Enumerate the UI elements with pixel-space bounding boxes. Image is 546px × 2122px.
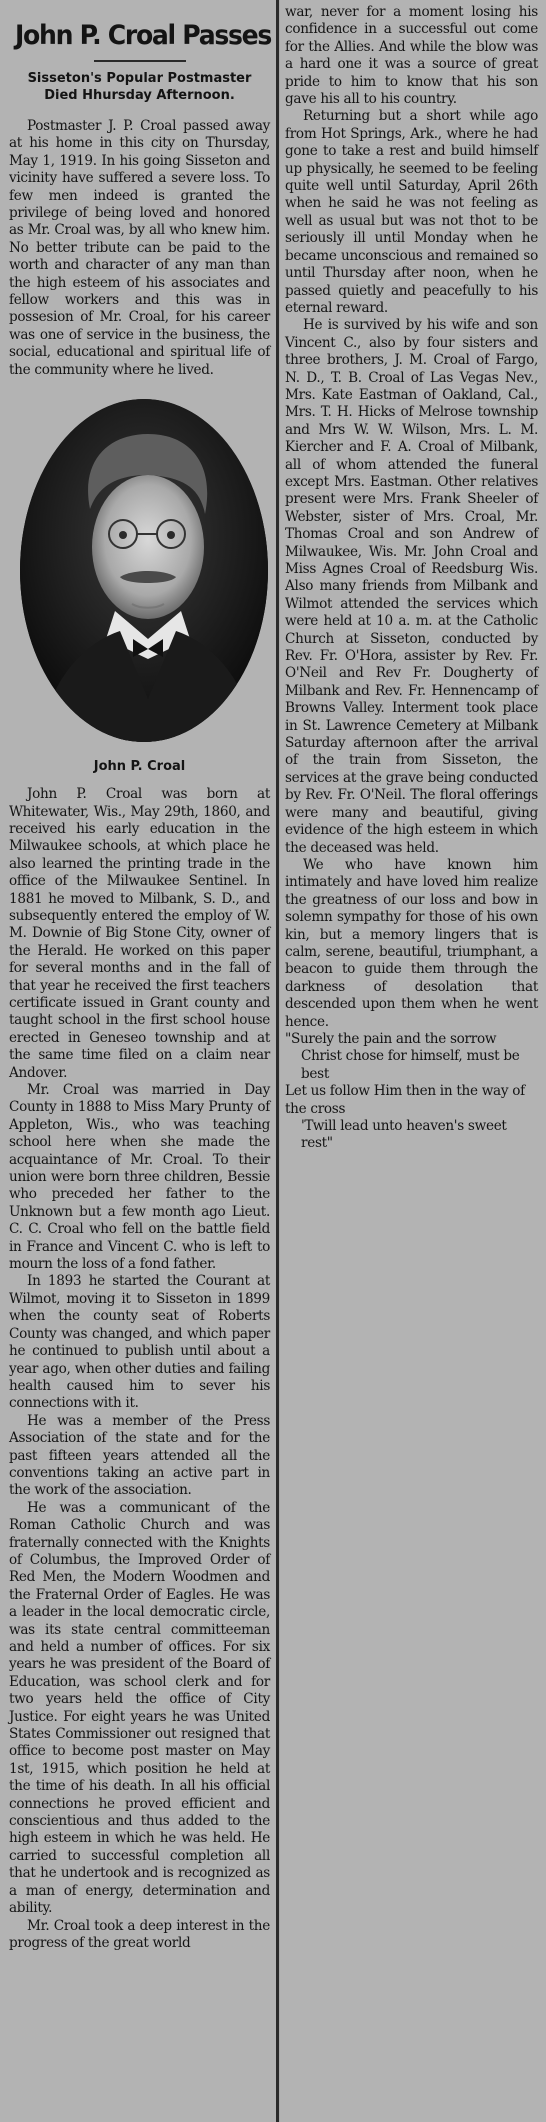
- article-paragraph: Mr. Croal was married in Day County in 1888 to Miss Mary Prunty of Appleton, Wis., who was teaching school here when she made the acquaintance of Mr. Croal. To their union were born three children, Bessie who preceded her father to the Unknown but a few month ago Lieut. C. C. Croal who fell on the battle field in France and Vincent C. who is left to mourn the loss of a fond father.: [9, 1082, 270, 1273]
- headline-rule: [94, 60, 186, 62]
- article-paragraph: He was a communicant of the Roman Catholic Church and was fraternally connected with the Knights of Columbus, the Improved Order of Red Men, the Modern Woodmen and the Fraternal Order of Eagles. He was a leader in the local democratic circle, was its state central committeeman and held a number of offices. For six years he was president of the Board of Education, was school clerk and for two years held the office of City Justice. For eight years he was United States Commissioner out resigned that office to become post master on May 1st, 1915, which position he held at the time of his death. In all his official connections he proved efficient and conscientious and thus added to the high esteem in which he was held. He carried to successful completion all that he undertook and is recognized as a man of energy, determination and ability.: [9, 1499, 270, 1917]
- verse-line: Let us follow Him then in the way of the cross: [285, 1083, 525, 1117]
- article-paragraph: Mr. Croal took a deep interest in the progress of the great world: [9, 1917, 270, 1951]
- article-paragraph: Postmaster J. P. Croal passed away at his home in this city on Thursday, May 1, 1919. In his going Sisseton and vicinity have suffered a severe loss. To few men indeed is granted the privilege of being loved and honored as Mr. Croal was, by all who knew him. No better tribute can be paid to the worth and character of any man than the high esteem of his associates and fellow workers and this was in possesion of Mr. Croal, for his career was one of service in the business, the social, educational and spiritual life of the community where he lived.: [9, 118, 270, 378]
- article-paragraph: He is survived by his wife and son Vincent C., also by four sisters and three brothers, J. M. Croal of Fargo, N. D., T. B. Croal of Las Vegas Nev., Mrs. Kate Eastman of Oakland, Cal., Mrs. T. H. Hicks of Melrose township and Mrs W. W. Wilson, Mrs. L. M. Kiercher and F. A. Croal of Milbank, all of whom attended the funeral except Mrs. Eastman. Other relatives present were Mrs. Frank Sheeler of Webster, sister of Mrs. Croal, Mr. Thomas Croal and son Andrew of Milwaukee, Wis. Mr. John Croal and Miss Agnes Croal of Reedsburg Wis. Also many friends from Milbank and Wilmot attended the services which were held at 10 a. m. at the Catholic Church at Sisseton, conducted by Rev. Fr. O'Hora, assister by Rev. Fr. O'Neil and Rev Fr. Dougherty of Milbank and Rev. Fr. Hennencamp of Browns Valley. Interment took place in St. Lawrence Cemetery at Milbank Saturday afternoon after the arrival of the train from Sisseton, the services at the grave being conducted by Rev. Fr. O'Neil. The floral offerings were many and beautiful, giving evidence of the high esteem in which the deceased was held.: [285, 317, 538, 856]
- article-paragraph: war, never for a moment losing his confidence in a successful out come for the Allies. And while the blow was a hard one it was a source of great pride to him to know that his son gave his all to his country.: [285, 4, 538, 108]
- article-paragraph: John P. Croal was born at Whitewater, Wis., May 29th, 1860, and received his early education in the Milwaukee schools, at which place he also learned the printing trade in the office of the Milwaukee Sentinel. In 1881 he moved to Milbank, S. D., and subsequently entered the employ of W. M. Downie of Big Stone City, owner of the Herald. He worked on this paper for several months and in the fall of that year he received the first teachers certificate issued in Grant county and taught school in the first school house erected in Geneseo township and at the same time filed on a claim near Andover.: [9, 786, 270, 1081]
- subhead-line-2: Died Hhursday Afternoon.: [44, 88, 235, 103]
- right-column: [280, 0, 546, 2122]
- article-text-part-1: [9, 118, 270, 379]
- headline: John P. Croal Passes: [15, 20, 272, 51]
- portrait-illustration: [20, 399, 268, 742]
- subheadline: [9, 70, 270, 104]
- portrait-caption: John P. Croal: [93, 759, 186, 775]
- article-text-part-2: [9, 786, 270, 1952]
- column-rule: [276, 0, 279, 2122]
- verse-line: "Surely the pain and the sorrow: [285, 1030, 497, 1047]
- article-paragraph: In 1893 he started the Courant at Wilmot, moving it to Sisseton in 1899 when the county seat of Roberts County was changed, and which paper he continued to publish until about a year ago, when other duties and failing health caused him to sever his connections with it.: [9, 1273, 270, 1412]
- article-text-part-3: [285, 4, 538, 1031]
- portrait-figure: [12, 399, 276, 751]
- article-paragraph: He was a member of the Press Association of the state and for the past fifteen years attended all the conventions taking an active part in the work of the association.: [9, 1412, 270, 1499]
- verse-line: Christ chose for himself, must be best: [301, 1048, 520, 1082]
- verse-line: 'Twill lead unto heaven's sweet rest": [301, 1118, 507, 1152]
- subhead-line-1: Sisseton's Popular Postmaster: [27, 71, 252, 86]
- closing-verse: [285, 1031, 538, 1153]
- article-paragraph: Returning but a short while ago from Hot Springs, Ark., where he had gone to take a rest and build himself up physically, he seemed to be feeling quite well until Saturday, April 26th when he said he was not feeling as well as usual but was not thot to be seriously ill until Monday when he became unconscious and remained so until Thursday after noon, when he passed quietly and peacefully to his eternal reward.: [285, 108, 538, 316]
- article-paragraph: We who have known him intimately and have loved him realize the greatness of our loss and bow in solemn sympathy for those of his own kin, but a memory lingers that is calm, serene, beautiful, triumphant, a beacon to guide them through the darkness of desolation that descended upon them when he went hence.: [285, 856, 538, 1030]
- portrait-photo: [20, 399, 268, 742]
